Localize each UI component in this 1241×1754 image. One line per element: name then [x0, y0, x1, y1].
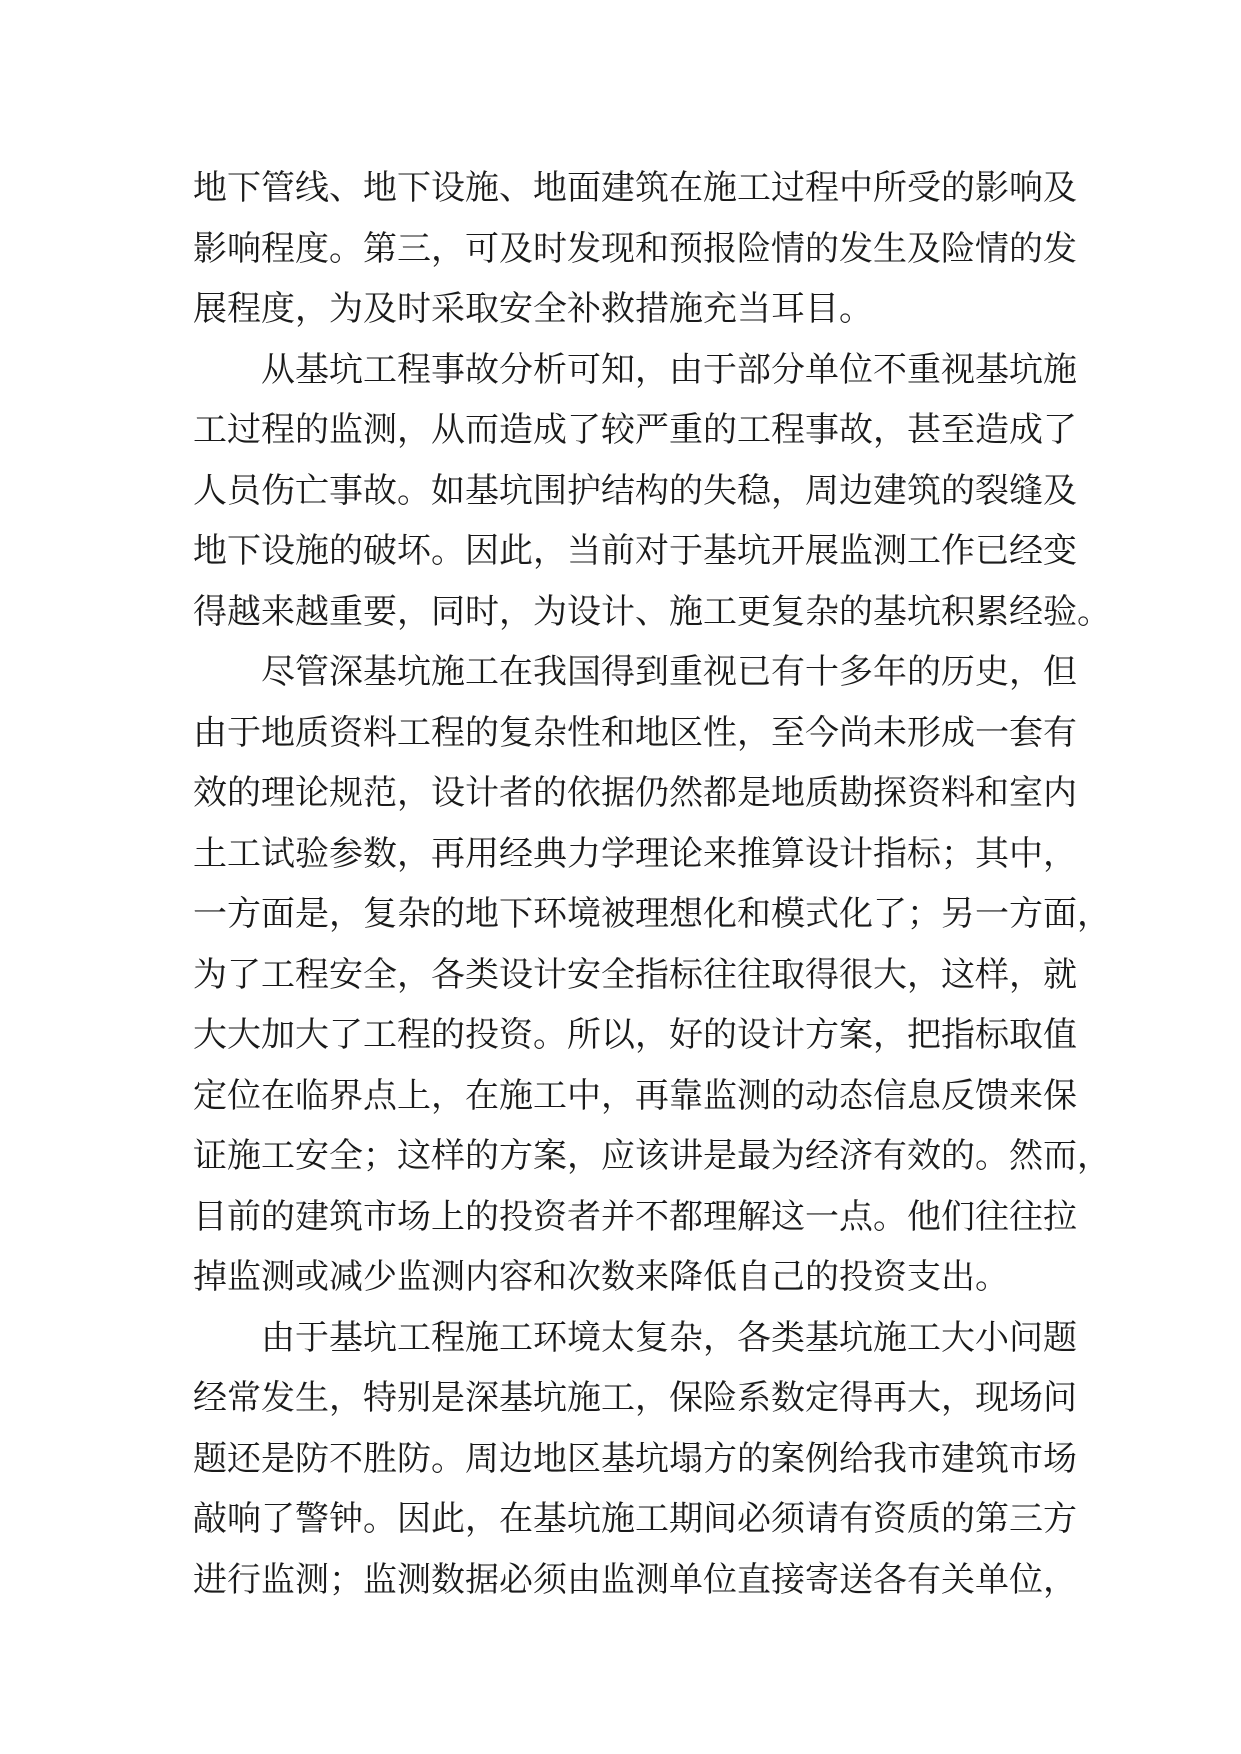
text-line: 展程度，为及时采取安全补救措施充当耳目。	[193, 289, 873, 329]
text-line: 目前的建筑市场上的投资者并不都理解这一点。他们往往拉	[193, 1196, 1077, 1237]
text-line: 从基坑工程事故分析可知，由于部分单位不重视基坑施	[261, 349, 1077, 390]
text-line: 敲响了警钟。因此，在基坑施工期间必须请有资质的第三方	[193, 1499, 1077, 1539]
text-line: 掉监测或减少监测内容和次数来降低自己的投资支出。	[193, 1257, 1009, 1297]
text-line: 土工试验参数，再用经典力学理论来推算设计指标；其中，	[193, 833, 1077, 874]
text-line: 影响程度。第三，可及时发现和预报险情的发生及险情的发	[193, 228, 1077, 269]
text-line: 一方面是，复杂的地下环境被理想化和模式化了；另一方面，	[193, 894, 1111, 934]
text-line: 为了工程安全，各类设计安全指标往往取得很大，这样，就	[193, 954, 1077, 995]
text-line: 经常发生，特别是深基坑施工，保险系数定得再大，现场问	[193, 1378, 1077, 1418]
paragraph-4	[193, 1308, 1077, 1611]
text-line: 地下管线、地下设施、地面建筑在施工过程中所受的影响及	[193, 168, 1077, 208]
text-line: 由于地质资料工程的复杂性和地区性，至今尚未形成一套有	[193, 712, 1077, 753]
text-line: 地下设施的破坏。因此，当前对于基坑开展监测工作已经变	[193, 531, 1077, 571]
text-line: 尽管深基坑施工在我国得到重视已有十多年的历史，但	[261, 652, 1077, 692]
text-line: 定位在临界点上，在施工中，再靠监测的动态信息反馈来保	[193, 1075, 1077, 1116]
text-line: 题还是防不胜防。周边地区基坑塌方的案例给我市建筑市场	[193, 1438, 1077, 1479]
paragraph-3	[193, 642, 1111, 1308]
text-line: 人员伤亡事故。如基坑围护结构的失稳，周边建筑的裂缝及	[193, 470, 1077, 511]
paragraph-2	[193, 340, 1111, 643]
text-line: 进行监测；监测数据必须由监测单位直接寄送各有关单位，	[193, 1559, 1077, 1600]
text-line: 工过程的监测，从而造成了较严重的工程事故，甚至造成了	[193, 410, 1077, 450]
document-body	[193, 158, 1111, 1610]
text-line: 大大加大了工程的投资。所以，好的设计方案，把指标取值	[193, 1015, 1077, 1055]
text-line: 由于基坑工程施工环境太复杂，各类基坑施工大小问题	[261, 1317, 1077, 1358]
text-line: 效的理论规范，设计者的依据仍然都是地质勘探资料和室内	[193, 773, 1077, 813]
text-line: 得越来越重要，同时，为设计、施工更复杂的基坑积累经验。	[193, 591, 1111, 632]
paragraph-1	[193, 158, 1077, 340]
text-line: 证施工安全；这样的方案，应该讲是最为经济有效的。然而，	[193, 1136, 1111, 1176]
